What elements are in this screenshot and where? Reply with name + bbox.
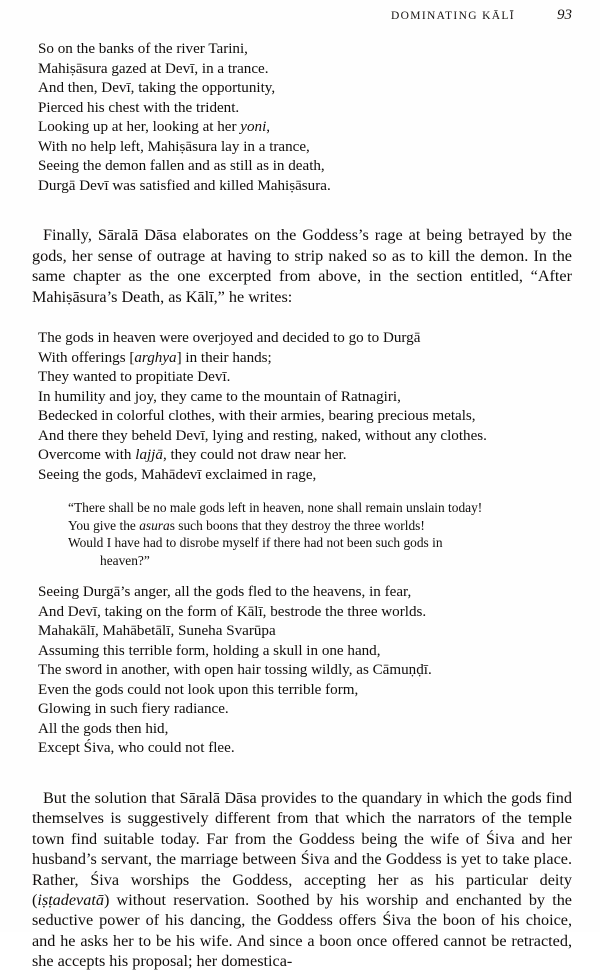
- verse-line-text: With offerings [: [38, 349, 135, 366]
- spacer: [32, 307, 572, 329]
- verse-line: Bedecked in colorful clothes, with their armies, bearing precious metals,: [38, 408, 476, 425]
- verse-line: The gods in heaven were overjoyed and decided to go to Durgā: [38, 330, 421, 346]
- verse-line-text: Overcome with: [38, 447, 136, 464]
- verse-line: Mahakālī, Mahābetālī, Suneha Svarūpa: [38, 623, 276, 640]
- running-header-title: DOMINATING KĀLĪ: [390, 10, 515, 22]
- verse-line: Seeing Durgā’s anger, all the gods fled to the heavens, in fear,: [38, 584, 412, 600]
- quote-line: Would I have had to disrobe myself if there had not been such gods in: [68, 535, 443, 551]
- verse-line: And there they beheld Devī, lying and resting, naked, without any clothes.: [38, 427, 487, 444]
- quote-line-tail: s such boons that they destroy the three worlds!: [169, 517, 425, 533]
- verse-line: Seeing the demon fallen and as still as in death,: [38, 158, 325, 175]
- verse-line: Durgā Devī was satisfied and killed Mahiṣāsura.: [38, 177, 331, 194]
- quote-line-runover: heaven?”: [100, 552, 150, 568]
- verse-line: All the gods then hid,: [38, 720, 169, 737]
- verse-line: [38, 349, 572, 369]
- verse-line-text: Looking up at her, looking at her: [38, 119, 241, 136]
- verse-line: [38, 118, 572, 138]
- verse-line: Pierced his chest with the trident.: [38, 99, 240, 116]
- paragraph-text-part-one: But the solution that Sāralā Dāsa provides to the quandary in which the gods find themselves is suggestively different from that which the narrators of the temple town find suitable today. Far from the Goddess being the wife of Śiva and her husband’s servant, the marriage between Śiva and the Goddess is yet to take place. Rather, Śiva worships the Goddess, accepting her as his particular deity (: [32, 788, 572, 909]
- verse-line: And Devī, taking on the form of Kālī, bestrode the three worlds.: [38, 603, 427, 620]
- spacer: [32, 569, 572, 583]
- verse-line-tail: ,: [266, 119, 271, 136]
- verse-line: So on the banks of the river Tarini,: [38, 41, 248, 57]
- verse-line: In humility and joy, they came to the mountain of Ratnagiri,: [38, 388, 401, 405]
- quote-line: [68, 517, 572, 534]
- verse-block-three: [32, 583, 572, 759]
- italic-term-yoni: yoni: [240, 119, 267, 136]
- italic-term-lajja: lajjā: [135, 447, 163, 464]
- verse-line: The sword in another, with open hair tossing wildly, as Cāmuṇḍī.: [38, 662, 432, 679]
- italic-term-istadevata: iṣṭadevatā: [37, 890, 104, 909]
- inner-quotation-block: [32, 499, 572, 569]
- verse-line: Except Śiva, who could not flee.: [38, 740, 235, 757]
- verse-line-tail: ] in their hands;: [176, 349, 272, 366]
- quote-line-text: You give the: [68, 517, 140, 533]
- spacer: [32, 759, 572, 788]
- verse-block-one: [32, 40, 572, 196]
- italic-term-asura: asura: [139, 517, 170, 533]
- text-column: [32, 40, 572, 972]
- verse-line: Even the gods could not look upon this terrible form,: [38, 681, 359, 698]
- paragraph-text-part-two: ) without reservation. Soothed by his worship and enchanted by the seductive power of his dancing, the Goddess offers Śiva the boon of his choice, and he asks her to be his wife. And since a boon once offered cannot be retracted, she accepts his proposal; her domestica-: [32, 890, 572, 971]
- spacer: [32, 196, 572, 225]
- verse-line: [38, 446, 572, 466]
- italic-term-arghya: arghya: [134, 349, 177, 366]
- quote-line: “There shall be no male gods left in heaven, none shall remain unslain today!: [68, 500, 483, 516]
- verse-line: Mahiṣāsura gazed at Devī, in a trance.: [38, 60, 269, 77]
- page-number: 93: [557, 7, 572, 23]
- body-paragraph-two: [32, 788, 572, 972]
- verse-line: Glowing in such fiery radiance.: [38, 701, 229, 718]
- verse-line: And then, Devī, taking the opportunity,: [38, 80, 276, 97]
- verse-block-two: [32, 329, 572, 485]
- spacer: [32, 485, 572, 499]
- verse-line: Assuming this terrible form, holding a skull in one hand,: [38, 642, 381, 659]
- running-header: [32, 7, 572, 27]
- verse-line: With no help left, Mahiṣāsura lay in a trance,: [38, 138, 310, 155]
- verse-line: They wanted to propitiate Devī.: [38, 369, 231, 386]
- verse-line: Seeing the gods, Mahādevī exclaimed in rage,: [38, 466, 317, 483]
- body-paragraph-one: Finally, Sāralā Dāsa elaborates on the Goddess’s rage at being betrayed by the gods, her sense of outrage at having to strip naked so as to kill the demon. In the same chapter as the one excerpted from above, in the section entitled, “After Mahiṣāsura’s Death, as Kālī,” he writes:: [32, 226, 572, 306]
- verse-line-tail: , they could not draw near her.: [162, 447, 347, 464]
